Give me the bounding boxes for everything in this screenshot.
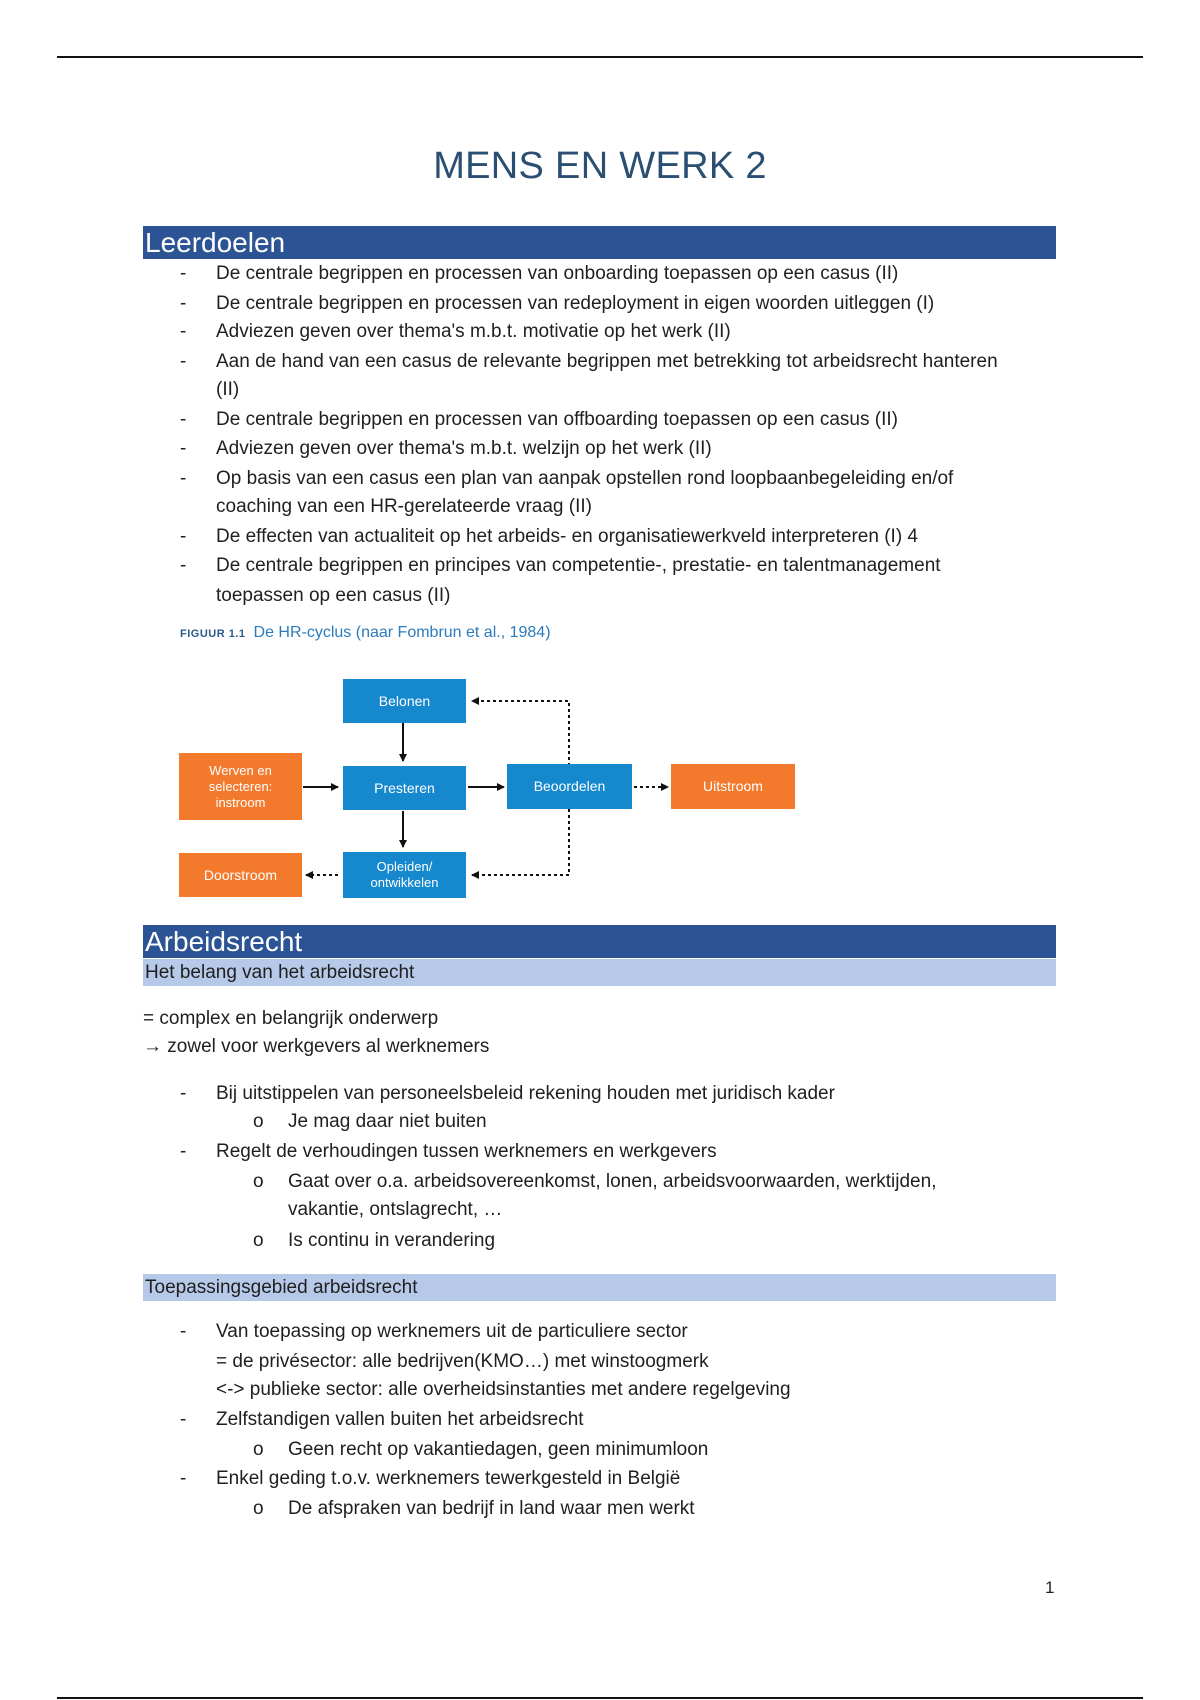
list-item: Op basis van een casus een plan van aanpak opstellen rond loopbaanbegeleiding en/of [216, 468, 954, 489]
intro-line: → zowel voor werkgevers al werknemers [143, 1036, 490, 1057]
list-item: Enkel geding t.o.v. werknemers tewerkgesteld in België [216, 1468, 681, 1489]
list-item: De effecten van actualiteit op het arbeids- en organisatiewerkveld interpreteren (I) 4 [216, 526, 918, 547]
box-doorstroom: Doorstroom [179, 853, 302, 897]
bullet-dash: - [180, 263, 187, 284]
bullet-dash: - [180, 468, 187, 489]
bullet-circle: o [253, 1111, 264, 1132]
sub-list-item-continuation: vakantie, ontslagrecht, … [288, 1199, 503, 1220]
bullet-dash: - [180, 1141, 187, 1162]
box-beoordelen: Beoordelen [507, 764, 632, 809]
bullet-dash: - [180, 1409, 187, 1430]
bullet-circle: o [253, 1230, 264, 1251]
arrow-beoordelen-belonen [472, 701, 569, 766]
list-item: Adviezen geven over thema's m.b.t. welzijn op het werk (II) [216, 438, 712, 459]
intro-line: = complex en belangrijk onderwerp [143, 1008, 439, 1029]
sub-list-item: Je mag daar niet buiten [288, 1111, 487, 1132]
list-item: De centrale begrippen en processen van onboarding toepassen op een casus (II) [216, 263, 899, 284]
document-title: MENS EN WERK 2 [433, 145, 767, 187]
list-item-continuation: = de privésector: alle bedrijven(KMO…) met winstoogmerk [216, 1351, 709, 1372]
list-item: Bij uitstippelen van personeelsbeleid rekening houden met juridisch kader [216, 1083, 835, 1104]
box-belonen: Belonen [343, 679, 466, 723]
bullet-dash: - [180, 1468, 187, 1489]
figure-caption [180, 624, 551, 642]
list-item: Regelt de verhoudingen tussen werknemers en werkgevers [216, 1141, 717, 1162]
list-item-continuation: coaching van een HR-gerelateerde vraag (II) [216, 496, 592, 517]
top-rule [57, 56, 1143, 58]
list-item-continuation: <-> publieke sector: alle overheidsinstanties met andere regelgeving [216, 1379, 791, 1400]
list-item: Van toepassing op werknemers uit de particuliere sector [216, 1321, 688, 1342]
bullet-circle: o [253, 1439, 264, 1460]
subheading-toepassingsgebied: Toepassingsgebied arbeidsrecht [143, 1274, 1056, 1301]
bullet-circle: o [253, 1171, 264, 1192]
box-opleiden-ontwikkelen: Opleiden/ ontwikkelen [343, 852, 466, 898]
sub-list-item: Gaat over o.a. arbeidsovereenkomst, lonen, arbeidsvoorwaarden, werktijden, [288, 1171, 937, 1192]
box-presteren: Presteren [343, 766, 466, 810]
list-item-continuation: toepassen op een casus (II) [216, 585, 451, 606]
list-item: De centrale begrippen en principes van competentie-, prestatie- en talentmanagement [216, 555, 941, 576]
list-item: De centrale begrippen en processen van redeployment in eigen woorden uitleggen (I) [216, 293, 935, 314]
list-item: Aan de hand van een casus de relevante begrippen met betrekking tot arbeidsrecht hanteren [216, 351, 998, 372]
list-item: De centrale begrippen en processen van offboarding toepassen op een casus (II) [216, 409, 898, 430]
arrow-beoordelen-opleiden [472, 809, 569, 875]
bullet-dash: - [180, 321, 187, 342]
heading-leerdoelen: Leerdoelen [143, 226, 1056, 259]
figure-caption-text: De HR-cyclus (naar Fombrun et al., 1984) [253, 624, 551, 641]
hr-cycle-diagram [170, 665, 810, 905]
sub-list-item: De afspraken van bedrijf in land waar men werkt [288, 1498, 695, 1519]
bullet-dash: - [180, 526, 187, 547]
box-uitstroom: Uitstroom [671, 764, 795, 809]
sub-list-item: Is continu in verandering [288, 1230, 496, 1251]
bullet-dash: - [180, 1321, 187, 1342]
list-item: Adviezen geven over thema's m.b.t. motivatie op het werk (II) [216, 321, 731, 342]
bullet-dash: - [180, 438, 187, 459]
bottom-rule [57, 1697, 1143, 1699]
heading-arbeidsrecht: Arbeidsrecht [143, 925, 1056, 958]
bullet-dash: - [180, 293, 187, 314]
subheading-belang-arbeidsrecht: Het belang van het arbeidsrecht [143, 959, 1056, 986]
bullet-circle: o [253, 1498, 264, 1519]
figure-label: FIGUUR 1.1 [180, 628, 246, 640]
bullet-dash: - [180, 409, 187, 430]
sub-list-item: Geen recht op vakantiedagen, geen minimumloon [288, 1439, 709, 1460]
list-item: Zelfstandigen vallen buiten het arbeidsrecht [216, 1409, 584, 1430]
bullet-dash: - [180, 555, 187, 576]
box-werven-en-selecteren: Werven en selecteren: instroom [179, 753, 302, 820]
bullet-dash: - [180, 1083, 187, 1104]
list-item-continuation: (II) [216, 379, 240, 400]
bullet-dash: - [180, 351, 187, 372]
page-number: 1 [1045, 1578, 1055, 1597]
